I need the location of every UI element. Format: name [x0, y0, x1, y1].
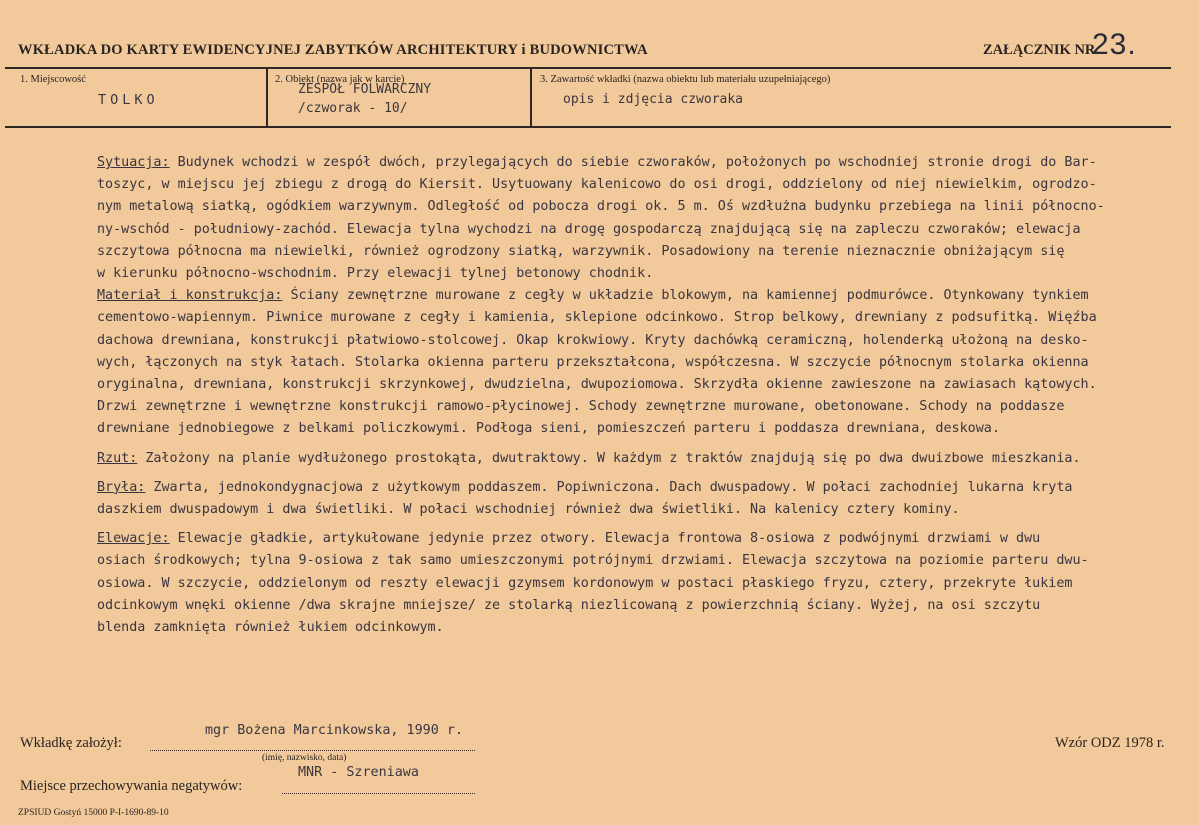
text-line: osiowa. W szczycie, oddzielonym od reszty elewacji gzymsem kordonowym w postaci płaskiego fryzu, cztery, przekryte łukiem: [97, 575, 1073, 591]
text-line: dachowa drewniana, konstrukcji płatwiowo-stolcowej. Okap krokwiowy. Kryty dachówką ceramiczną, holenderką ułożoną na desko-: [97, 332, 1089, 348]
author-label: Wkładkę założył:: [20, 735, 122, 751]
section-sytuacja: [97, 152, 1177, 285]
section-bryla: [97, 477, 1177, 521]
cell-divider-1: [266, 68, 268, 127]
section-elewacje: [97, 528, 1177, 639]
text-line: szczytowa północna ma niewielki, również ogrodzony siatką, warzywnik. Posadowiony na terenie nieznacznie obniżającym się: [97, 243, 1065, 259]
attachment-number: 23.: [1092, 28, 1137, 61]
attachment-label: ZAŁĄCZNIK NR: [983, 42, 1096, 58]
section-heading-sytuacja: Sytuacja:: [97, 155, 170, 170]
text-line: blenda zamknięta również łukiem odcinkowym.: [97, 620, 444, 636]
locality-value: TOLKO: [98, 92, 159, 108]
text-line: drewniane jednobiegowe z belkami policzkowymi. Podłoga sieni, pomieszczeń parteru i poddasza drewniana, deskowa.: [97, 421, 1000, 437]
storage-dotted-line: [282, 793, 475, 794]
text-line: Zwarta, jednokondygnacjowa z użytkowym poddaszem. Popiwniczona. Dach dwuspadowy. W połaci zachodniej lukarna kryta: [145, 479, 1073, 495]
text-line: odcinkowym wnęki okienne /dwa skrajne mniejsze/ ze stolarką niezlicowaną z powierzchnią ściany. Wyżej, na osi szczytu: [97, 597, 1041, 613]
text-line: Budynek wchodzi w zespół dwóch, przylegających do siebie czworaków, położonych po wschodniej stronie drogi do Bar-: [169, 155, 1097, 170]
text-line: Ściany zewnętrzne murowane z cegły w układzie blokowym, na kamiennej podmurówce. Otynkowany tynkiem: [282, 288, 1089, 304]
locality-label: 1. Miejscowość: [20, 74, 86, 85]
text-line: wych, łączonych na styk łatach. Stolarka okienna parteru przekształcona, współczesna. W szczycie północnym stolarka okienna: [97, 354, 1089, 370]
section-heading-elewacje: Elewacje:: [97, 531, 170, 547]
content-label: 3. Zawartość wkładki (nazwa obiektu lub materiału uzupełniającego): [540, 74, 831, 85]
author-value: mgr Bożena Marcinkowska, 1990 r.: [205, 723, 463, 738]
section-heading-material: Materiał i konstrukcja:: [97, 288, 283, 304]
section-rzut: [97, 448, 1177, 470]
cell-divider-2: [530, 68, 532, 127]
text-line: nym metalową siatką, ogódkiem warzywnym. Odległość od pobocza drogi ok. 5 m. Oś wzdłużna budynku przebiega na linii północno-: [97, 199, 1105, 215]
author-dotted-line: [150, 750, 475, 751]
object-value-line2: /czworak - 10/: [298, 101, 408, 116]
text-line: cementowo-wapiennym. Piwnice murowane z cegły i kamienia, sklepione odcinkowo. Strop belkowy, drewniany z podsufitką. Więźba: [97, 310, 1097, 326]
text-line: daszkiem dwuspadowym i dwa świetliki. W połaci wschodniej również dwa świetliki. Na kalenicy cztery kominy.: [97, 502, 960, 518]
text-line: osiach środkowych; tylna 9-osiowa z tak samo umieszczonymi potrójnymi drzwiami. Elewacja szczytowa na poziomie parteru dwu-: [97, 553, 1089, 569]
text-line: ny-wschód - południowy-zachód. Elewacja tylna wychodzi na drogę gospodarczą znajdującą się na zapleczu czworaków; elewacja: [97, 221, 1081, 237]
print-code: ZPSIUD Gostyń 15000 P-I-1690-89-10: [18, 808, 169, 818]
header-rule-top: [5, 67, 1171, 69]
form-title: WKŁADKA DO KARTY EWIDENCYJNEJ ZABYTKÓW ARCHITEKTURY i BUDOWNICTWA: [18, 42, 648, 58]
text-line: toszyc, w miejscu jej zbiegu z drogą do Kiersit. Usytuowany kalenicowo do osi drogi, oddzielony od niej niewielkim, ogrodzo-: [97, 177, 1097, 193]
description-body: [97, 152, 1177, 639]
section-heading-rzut: Rzut:: [97, 450, 138, 466]
section-material: [97, 285, 1177, 440]
text-line: Założony na planie wydłużonego prostokąta, dwutraktowy. W każdym z traktów znajdują się po dwa dwuizbowe mieszkania.: [137, 450, 1081, 466]
header-rule-bottom: [5, 126, 1171, 128]
storage-label: Miejsce przechowywania negatywów:: [20, 778, 243, 794]
storage-value: MNR - Szreniawa: [298, 765, 419, 780]
section-heading-bryla: Bryła:: [97, 479, 146, 495]
text-line: oryginalna, drewniana, konstrukcji skrzynkowej, dwudzielna, dwupoziomowa. Skrzydła okienne zawieszone na zawiasach kątowych.: [97, 377, 1097, 393]
template-note: Wzór ODZ 1978 r.: [1055, 735, 1165, 751]
text-line: w kierunku północno-wschodnim. Przy elewacji tylnej betonowy chodnik.: [97, 266, 654, 282]
content-value: opis i zdjęcia czworaka: [563, 92, 744, 107]
text-line: Drzwi zewnętrzne i wewnętrzne konstrukcji ramowo-płycinowej. Schody zewnętrzne murowane, obetonowane. Schody na poddasze: [97, 399, 1065, 415]
object-label: 2. Obiekt (nazwa jak w karcie): [275, 74, 405, 85]
author-hint: (imię, nazwisko, data): [262, 753, 347, 763]
object-value-line1: ZESPÓŁ FOLWARCZNY: [298, 82, 432, 97]
text-line: Elewacje gładkie, artykułowane jedynie przez otwory. Elewacja frontowa 8-osiowa z podwójnymi drzwiami w dwu: [169, 531, 1041, 547]
